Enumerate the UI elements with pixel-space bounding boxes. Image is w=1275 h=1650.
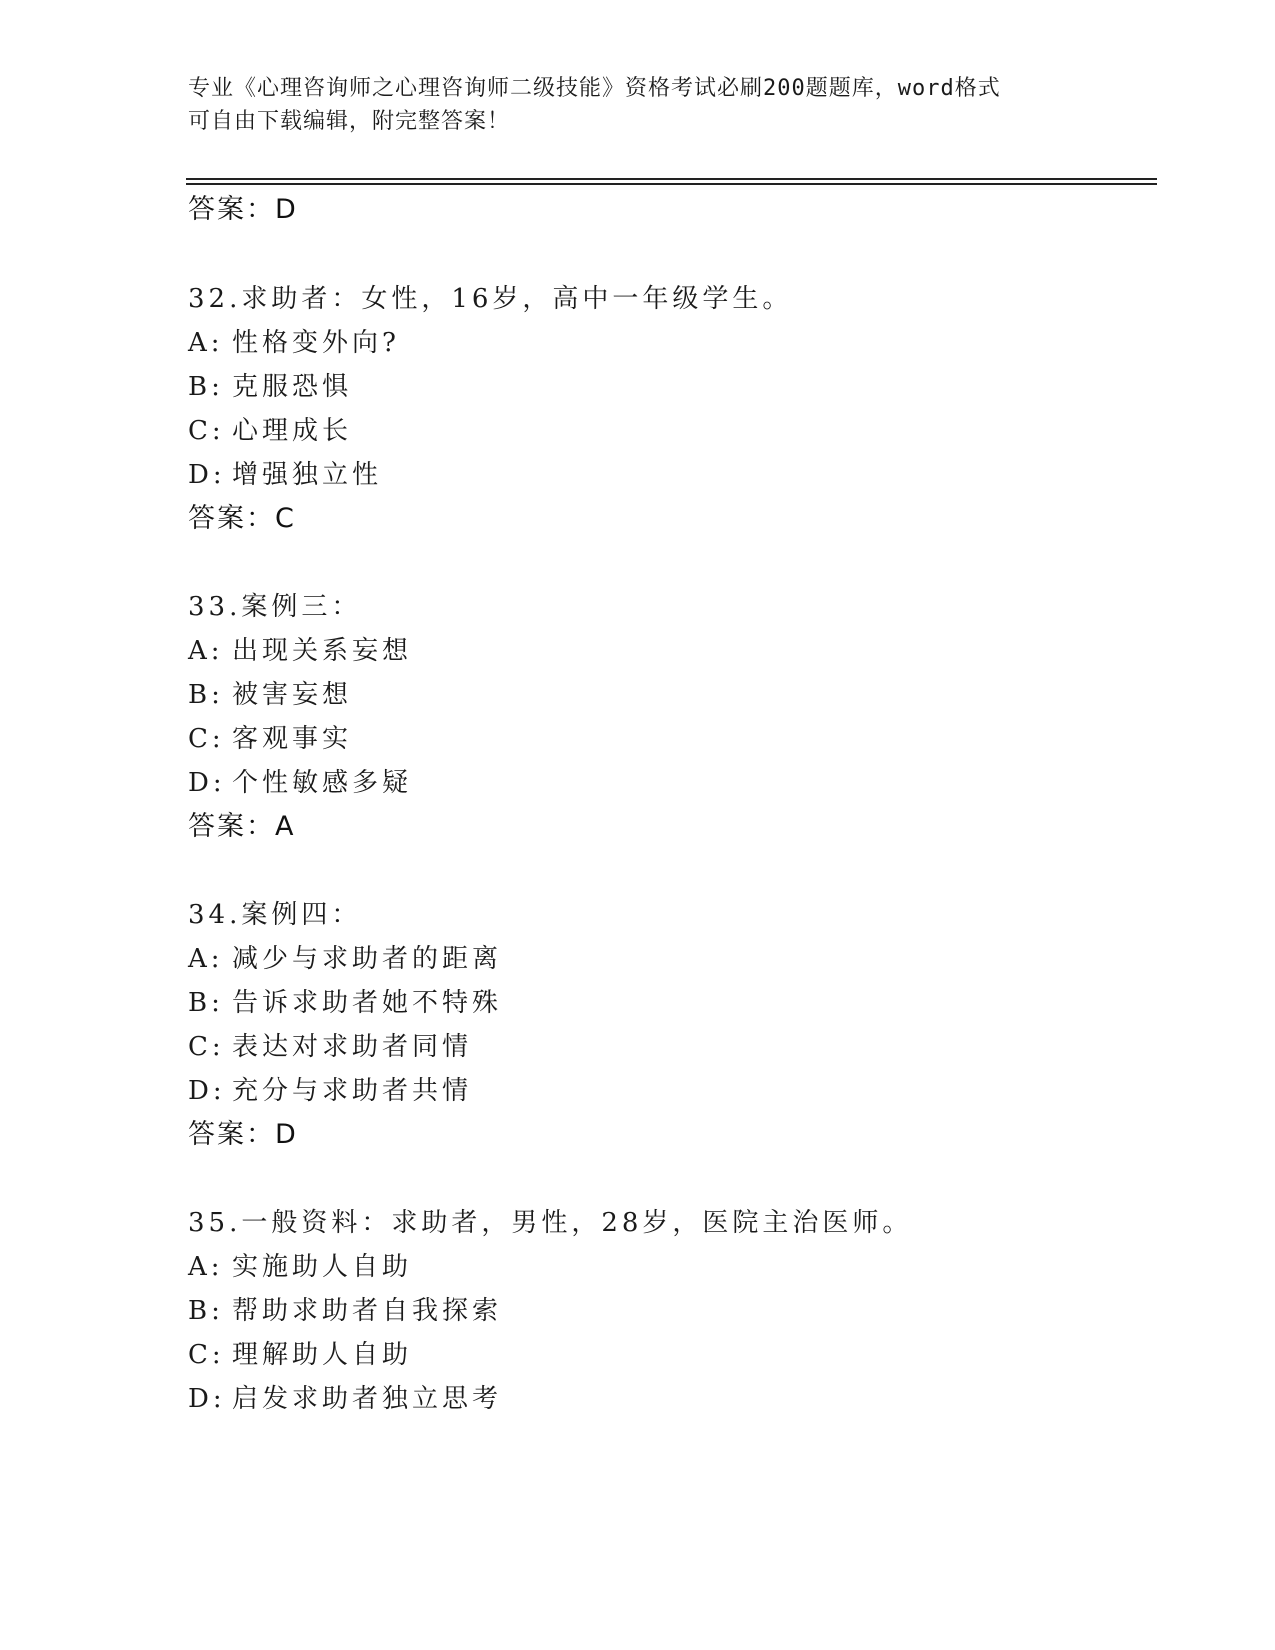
question-32-option-a [188, 326, 400, 360]
option-label: A: [188, 636, 224, 666]
question-35-option-a [188, 1250, 412, 1284]
header-line-2: 可自由下载编辑，附完整答案！ [188, 109, 511, 134]
option-text: 克服恐惧 [232, 372, 353, 402]
question-34-option-c [188, 1030, 472, 1064]
option-label: B: [188, 372, 224, 402]
option-label: B: [188, 988, 224, 1018]
question-34-option-d [188, 1074, 472, 1108]
answer-34: 答案：D [188, 1119, 298, 1150]
option-text: 充分与求助者共情 [232, 1076, 473, 1106]
option-label: D: [188, 1076, 226, 1106]
option-label: C: [188, 1340, 225, 1370]
option-text: 增强独立性 [232, 460, 383, 490]
answer-32: 答案：C [188, 503, 296, 534]
question-33-option-b [188, 678, 352, 712]
question-35-stem: 35.一般资料：求助者，男性，28岁，医院主治医师。 [188, 1208, 913, 1238]
document-header [188, 72, 1088, 138]
question-35-option-b [188, 1294, 502, 1328]
option-label: D: [188, 768, 226, 798]
option-label: D: [188, 1384, 226, 1414]
answer-31: 答案：D [188, 194, 298, 225]
question-35-option-d [188, 1382, 502, 1416]
option-text: 帮助求助者自我探索 [232, 1296, 503, 1326]
question-32-option-c [188, 414, 352, 448]
option-text: 减少与求助者的距离 [232, 944, 503, 974]
option-text: 性格变外向? [232, 328, 400, 358]
option-text: 客观事实 [232, 724, 353, 754]
option-label: C: [188, 1032, 225, 1062]
question-34-option-a [188, 942, 502, 976]
option-label: B: [188, 680, 224, 710]
option-text: 出现关系妄想 [232, 636, 413, 666]
option-label: B: [188, 1296, 224, 1326]
question-32-option-b [188, 370, 352, 404]
option-label: D: [188, 460, 226, 490]
option-text: 被害妄想 [232, 680, 353, 710]
option-label: C: [188, 724, 225, 754]
question-32-stem: 32.求助者：女性，16岁，高中一年级学生。 [188, 284, 793, 314]
answer-33: 答案：A [188, 811, 296, 842]
option-text: 理解助人自助 [232, 1340, 413, 1370]
question-35-option-c [188, 1338, 412, 1372]
option-text: 表达对求助者同情 [232, 1032, 473, 1062]
question-32-option-d [188, 458, 382, 492]
question-33-option-c [188, 722, 352, 756]
option-text: 个性敏感多疑 [232, 768, 413, 798]
question-33-option-a [188, 634, 412, 668]
question-34-option-b [188, 986, 502, 1020]
header-divider-top [186, 178, 1157, 180]
header-divider-bottom [186, 183, 1157, 185]
option-label: A: [188, 328, 224, 358]
question-33-option-d [188, 766, 412, 800]
option-label: A: [188, 1252, 224, 1282]
option-label: A: [188, 944, 224, 974]
question-33-stem: 33.案例三： [188, 592, 362, 622]
option-text: 实施助人自助 [232, 1252, 413, 1282]
question-34-stem: 34.案例四： [188, 900, 362, 930]
option-label: C: [188, 416, 225, 446]
option-text: 启发求助者独立思考 [232, 1384, 503, 1414]
option-text: 告诉求助者她不特殊 [232, 988, 503, 1018]
option-text: 心理成长 [232, 416, 353, 446]
header-line-1: 专业《心理咨询师之心理咨询师二级技能》资格考试必刷200题题库，word格式 [188, 76, 1001, 101]
